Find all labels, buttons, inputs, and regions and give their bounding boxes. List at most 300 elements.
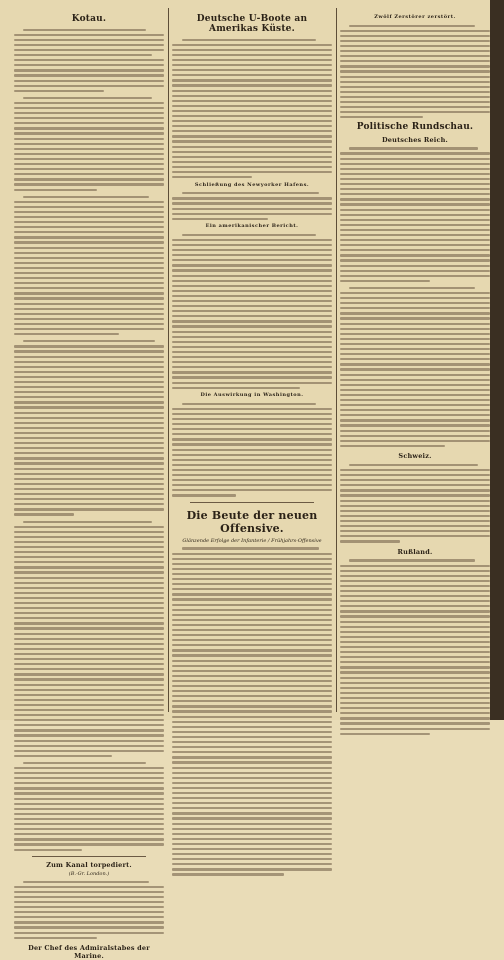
illegible-text-mark <box>172 208 332 210</box>
illegible-text-mark <box>14 303 164 305</box>
illegible-text-mark <box>172 280 332 282</box>
section-divider <box>190 502 314 503</box>
illegible-text-mark <box>340 173 490 175</box>
illegible-text-mark <box>14 117 164 119</box>
illegible-text-mark <box>14 287 164 289</box>
illegible-text-mark <box>340 666 490 668</box>
illegible-text-mark <box>172 583 332 585</box>
illegible-text-mark <box>172 275 332 277</box>
paragraph <box>172 232 332 390</box>
illegible-text-mark <box>14 437 164 439</box>
illegible-text-mark <box>340 641 490 643</box>
column-3 <box>340 12 490 712</box>
article-heading: Kotau. <box>71 14 107 24</box>
illegible-text-mark <box>172 418 332 420</box>
illegible-text-mark <box>14 849 82 851</box>
illegible-text-mark <box>172 782 332 784</box>
illegible-text-mark <box>14 719 164 721</box>
illegible-text-mark <box>14 704 164 706</box>
illegible-text-mark <box>172 140 332 142</box>
illegible-text-mark <box>14 740 164 742</box>
illegible-text-mark <box>340 168 490 170</box>
illegible-text-mark <box>172 166 332 168</box>
illegible-text-mark <box>340 244 490 246</box>
illegible-text-mark <box>14 684 164 686</box>
illegible-text-mark <box>340 70 490 72</box>
illegible-text-mark <box>340 445 445 447</box>
illegible-text-mark <box>172 305 332 307</box>
illegible-text-mark <box>172 705 332 707</box>
illegible-text-mark <box>23 521 152 523</box>
illegible-text-mark <box>172 325 332 327</box>
illegible-text-mark <box>340 328 490 330</box>
illegible-text-mark <box>340 353 490 355</box>
illegible-text-mark <box>172 264 332 266</box>
illegible-text-mark <box>172 59 332 61</box>
illegible-text-mark <box>172 588 332 590</box>
illegible-text-mark <box>14 257 164 259</box>
illegible-text-mark <box>172 285 332 287</box>
illegible-text-mark <box>172 644 332 646</box>
illegible-text-mark <box>14 612 164 614</box>
illegible-text-mark <box>349 25 475 27</box>
illegible-text-mark <box>14 221 164 223</box>
illegible-text-mark <box>172 156 332 158</box>
illegible-text-mark <box>14 678 164 680</box>
illegible-text-mark <box>172 197 332 199</box>
illegible-text-mark <box>14 926 164 928</box>
text-line <box>14 187 164 192</box>
illegible-text-mark <box>14 112 164 114</box>
illegible-text-mark <box>172 670 332 672</box>
illegible-text-mark <box>340 91 490 93</box>
illegible-text-mark <box>172 767 332 769</box>
illegible-text-mark <box>14 843 164 845</box>
illegible-text-mark <box>340 379 490 381</box>
text-line <box>172 385 332 390</box>
illegible-text-mark <box>14 226 164 228</box>
text-line <box>172 216 332 221</box>
article-heading: Der Chef des Admiralstabes der Marine. <box>28 944 150 960</box>
illegible-text-mark <box>340 430 490 432</box>
illegible-text-mark <box>340 178 490 180</box>
illegible-text-mark <box>14 39 164 41</box>
illegible-text-mark <box>182 192 320 194</box>
illegible-text-mark <box>172 290 332 292</box>
illegible-text-mark <box>340 86 490 88</box>
illegible-text-mark <box>14 833 164 835</box>
text-line <box>340 115 490 120</box>
illegible-text-mark <box>340 292 490 294</box>
illegible-text-mark <box>14 531 164 533</box>
text-line <box>340 731 490 736</box>
illegible-text-mark <box>340 469 490 471</box>
illegible-text-mark <box>340 435 490 437</box>
illegible-text-mark <box>14 241 164 243</box>
illegible-text-mark <box>172 598 332 600</box>
illegible-text-mark <box>172 254 332 256</box>
illegible-text-mark <box>172 787 332 789</box>
illegible-text-mark <box>172 346 332 348</box>
illegible-text-mark <box>14 709 164 711</box>
illegible-text-mark <box>340 671 490 673</box>
illegible-text-mark <box>172 341 332 343</box>
illegible-text-mark <box>349 287 475 289</box>
paragraph <box>340 23 490 120</box>
page-spine-edge <box>490 0 504 720</box>
illegible-text-mark <box>340 702 490 704</box>
illegible-text-mark <box>172 428 332 430</box>
illegible-text-mark <box>172 115 332 117</box>
illegible-text-mark <box>172 110 332 112</box>
column-rule-2 <box>336 8 337 712</box>
illegible-text-mark <box>172 675 332 677</box>
paragraph <box>14 194 164 337</box>
illegible-text-mark <box>14 896 164 898</box>
illegible-text-mark <box>172 716 332 718</box>
illegible-text-mark <box>172 64 332 66</box>
illegible-text-mark <box>14 323 164 325</box>
illegible-text-mark <box>14 153 164 155</box>
illegible-text-mark <box>14 447 164 449</box>
text-line <box>172 872 332 877</box>
text-line <box>14 847 164 852</box>
illegible-text-mark <box>14 356 164 358</box>
illegible-text-mark <box>340 682 490 684</box>
illegible-text-mark <box>14 462 164 464</box>
illegible-text-mark <box>23 97 152 99</box>
illegible-text-mark <box>172 817 332 819</box>
illegible-text-mark <box>14 201 164 203</box>
illegible-text-mark <box>14 551 164 553</box>
illegible-text-mark <box>340 254 490 256</box>
illegible-text-mark <box>172 171 332 173</box>
illegible-text-mark <box>172 161 332 163</box>
illegible-text-mark <box>14 412 164 414</box>
illegible-text-mark <box>340 733 430 735</box>
illegible-text-mark <box>14 85 164 87</box>
illegible-text-mark <box>172 331 332 333</box>
article-heading: Zum Kanal torpediert. <box>46 861 132 869</box>
text-line <box>14 753 164 758</box>
illegible-text-mark <box>172 593 332 595</box>
illegible-text-mark <box>172 695 332 697</box>
illegible-text-mark <box>14 536 164 538</box>
article-heading: Zwölf Zerstörer zerstört. <box>374 14 456 20</box>
illegible-text-mark <box>14 178 164 180</box>
illegible-text-mark <box>340 728 490 730</box>
illegible-text-mark <box>14 546 164 548</box>
illegible-text-mark <box>14 803 164 805</box>
illegible-text-mark <box>172 474 332 476</box>
illegible-text-mark <box>14 767 164 769</box>
illegible-text-mark <box>172 44 332 46</box>
illegible-text-mark <box>14 911 164 913</box>
illegible-text-mark <box>14 211 164 213</box>
illegible-text-mark <box>14 787 164 789</box>
illegible-text-mark <box>14 493 164 495</box>
illegible-text-mark <box>340 297 490 299</box>
illegible-text-mark <box>340 580 490 582</box>
illegible-text-mark <box>14 457 164 459</box>
illegible-text-mark <box>340 515 490 517</box>
illegible-text-mark <box>14 607 164 609</box>
illegible-text-mark <box>340 535 490 537</box>
illegible-text-mark <box>340 374 490 376</box>
illegible-text-mark <box>340 234 490 236</box>
illegible-text-mark <box>14 886 164 888</box>
illegible-text-mark <box>340 394 490 396</box>
illegible-text-mark <box>14 308 164 310</box>
illegible-text-mark <box>182 39 316 41</box>
illegible-text-mark <box>23 762 146 764</box>
illegible-text-mark <box>340 661 490 663</box>
illegible-text-mark <box>14 808 164 810</box>
illegible-text-mark <box>340 540 400 542</box>
illegible-text-mark <box>172 578 332 580</box>
illegible-text-mark <box>340 55 490 57</box>
illegible-text-mark <box>14 333 119 335</box>
illegible-text-mark <box>340 646 490 648</box>
illegible-text-mark <box>340 312 490 314</box>
illegible-text-mark <box>14 122 164 124</box>
illegible-text-mark <box>172 249 332 251</box>
illegible-text-mark <box>340 585 490 587</box>
illegible-text-mark <box>23 881 149 883</box>
illegible-text-mark <box>14 401 164 403</box>
illegible-text-mark <box>172 741 332 743</box>
illegible-text-mark <box>172 761 332 763</box>
column-1 <box>14 12 164 960</box>
illegible-text-mark <box>172 792 332 794</box>
illegible-text-mark <box>340 651 490 653</box>
illegible-text-mark <box>14 206 164 208</box>
illegible-text-mark <box>340 687 490 689</box>
illegible-text-mark <box>172 665 332 667</box>
illegible-text-mark <box>172 828 332 830</box>
illegible-text-mark <box>340 229 490 231</box>
column-rule-1 <box>168 8 169 712</box>
illegible-text-mark <box>14 745 164 747</box>
illegible-text-mark <box>340 198 490 200</box>
illegible-text-mark <box>340 621 490 623</box>
illegible-text-mark <box>23 196 149 198</box>
illegible-text-mark <box>14 891 164 893</box>
illegible-text-mark <box>172 710 332 712</box>
illegible-text-mark <box>340 45 490 47</box>
illegible-text-mark <box>340 76 490 78</box>
illegible-text-mark <box>14 132 164 134</box>
paragraph <box>172 546 332 877</box>
paragraph <box>14 760 164 852</box>
illegible-text-mark <box>340 631 490 633</box>
illegible-text-mark <box>172 479 332 481</box>
illegible-text-mark <box>340 259 490 261</box>
illegible-text-mark <box>340 424 490 426</box>
text-line <box>340 539 490 544</box>
illegible-text-mark <box>14 297 164 299</box>
illegible-text-mark <box>14 148 164 150</box>
illegible-text-mark <box>172 69 332 71</box>
article-heading: Die Auswirkung in Washington. <box>200 392 304 399</box>
illegible-text-mark <box>172 95 332 97</box>
illegible-text-mark <box>172 660 332 662</box>
illegible-text-mark <box>340 707 490 709</box>
dateline: Glänzende Erfolge der Infanterie / Frühjahrs-Offensive <box>182 537 322 544</box>
illegible-text-mark <box>14 729 164 731</box>
illegible-text-mark <box>14 54 152 56</box>
illegible-text-mark <box>340 317 490 319</box>
illegible-text-mark <box>172 680 332 682</box>
illegible-text-mark <box>340 505 490 507</box>
illegible-text-mark <box>14 566 164 568</box>
illegible-text-mark <box>172 863 332 865</box>
paragraph <box>340 285 490 448</box>
illegible-text-mark <box>14 272 164 274</box>
illegible-text-mark <box>14 231 164 233</box>
illegible-text-mark <box>172 90 332 92</box>
illegible-text-mark <box>340 712 490 714</box>
illegible-text-mark <box>172 494 236 496</box>
illegible-text-mark <box>349 147 478 149</box>
illegible-text-mark <box>14 792 164 794</box>
illegible-text-mark <box>172 731 332 733</box>
illegible-text-mark <box>340 595 490 597</box>
illegible-text-mark <box>172 833 332 835</box>
illegible-text-mark <box>340 479 490 481</box>
illegible-text-mark <box>14 513 74 515</box>
illegible-text-mark <box>14 102 164 104</box>
illegible-text-mark <box>14 638 164 640</box>
illegible-text-mark <box>172 443 332 445</box>
illegible-text-mark <box>172 609 332 611</box>
illegible-text-mark <box>172 802 332 804</box>
illegible-text-mark <box>172 843 332 845</box>
illegible-text-mark <box>14 498 164 500</box>
article-heading: Schweiz. <box>398 452 432 461</box>
illegible-text-mark <box>172 105 332 107</box>
illegible-text-mark <box>172 49 332 51</box>
illegible-text-mark <box>340 214 490 216</box>
illegible-text-mark <box>14 478 164 480</box>
illegible-text-mark <box>14 587 164 589</box>
illegible-text-mark <box>14 371 164 373</box>
illegible-text-mark <box>14 813 164 815</box>
illegible-text-mark <box>14 168 164 170</box>
illegible-text-mark <box>14 328 164 330</box>
illegible-text-mark <box>172 269 332 271</box>
illegible-text-mark <box>182 547 320 549</box>
illegible-text-mark <box>14 597 164 599</box>
illegible-text-mark <box>182 403 316 405</box>
illegible-text-mark <box>172 654 332 656</box>
illegible-text-mark <box>14 782 164 784</box>
illegible-text-mark <box>172 310 332 312</box>
illegible-text-mark <box>14 556 164 558</box>
illegible-text-mark <box>14 468 164 470</box>
illegible-text-mark <box>14 937 97 939</box>
illegible-text-mark <box>172 629 332 631</box>
paragraph <box>340 146 490 284</box>
illegible-text-mark <box>14 366 164 368</box>
illegible-text-mark <box>14 488 164 490</box>
illegible-text-mark <box>14 442 164 444</box>
article-heading: Deutsche U-Boote an Amerikas Küste. <box>196 14 308 34</box>
illegible-text-mark <box>172 553 332 555</box>
illegible-text-mark <box>172 130 332 132</box>
illegible-text-mark <box>172 568 332 570</box>
illegible-text-mark <box>172 382 332 384</box>
illegible-text-mark <box>14 663 164 665</box>
illegible-text-mark <box>172 459 332 461</box>
illegible-text-mark <box>172 356 332 358</box>
illegible-text-mark <box>172 604 332 606</box>
illegible-text-mark <box>172 202 332 204</box>
illegible-text-mark <box>172 120 332 122</box>
dateline: (B.-Gr. London.) <box>68 871 110 877</box>
illegible-text-mark <box>172 873 284 875</box>
illegible-text-mark <box>172 823 332 825</box>
illegible-text-mark <box>14 406 164 408</box>
illegible-text-mark <box>14 755 112 757</box>
illegible-text-mark <box>14 724 164 726</box>
paragraph <box>14 519 164 758</box>
illegible-text-mark <box>14 216 164 218</box>
paragraph <box>340 462 490 544</box>
text-line <box>14 332 164 337</box>
illegible-text-mark <box>172 146 332 148</box>
illegible-text-mark <box>340 677 490 679</box>
illegible-text-mark <box>14 381 164 383</box>
illegible-text-mark <box>14 90 104 92</box>
illegible-text-mark <box>172 464 332 466</box>
illegible-text-mark <box>172 868 332 870</box>
illegible-text-mark <box>172 244 332 246</box>
illegible-text-mark <box>14 503 164 505</box>
illegible-text-mark <box>14 627 164 629</box>
illegible-text-mark <box>14 582 164 584</box>
paragraph <box>172 191 332 222</box>
illegible-text-mark <box>340 65 490 67</box>
illegible-text-mark <box>340 224 490 226</box>
illegible-text-mark <box>14 473 164 475</box>
illegible-text-mark <box>340 414 490 416</box>
illegible-text-mark <box>14 277 164 279</box>
illegible-text-mark <box>172 387 300 389</box>
illegible-text-mark <box>340 50 490 52</box>
illegible-text-mark <box>172 469 332 471</box>
article-heading: Deutsches Reich. <box>381 135 449 144</box>
illegible-text-mark <box>340 520 490 522</box>
illegible-text-mark <box>14 648 164 650</box>
illegible-text-mark <box>340 275 490 277</box>
illegible-text-mark <box>172 151 332 153</box>
illegible-text-mark <box>14 828 164 830</box>
illegible-text-mark <box>172 423 332 425</box>
illegible-text-mark <box>14 350 164 352</box>
illegible-text-mark <box>340 575 490 577</box>
illegible-text-mark <box>172 558 332 560</box>
paragraph <box>14 27 164 93</box>
illegible-text-mark <box>340 338 490 340</box>
illegible-text-mark <box>14 247 164 249</box>
illegible-text-mark <box>172 413 332 415</box>
illegible-text-mark <box>172 838 332 840</box>
illegible-text-mark <box>340 605 490 607</box>
illegible-text-mark <box>172 125 332 127</box>
illegible-text-mark <box>172 74 332 76</box>
illegible-text-mark <box>340 35 490 37</box>
